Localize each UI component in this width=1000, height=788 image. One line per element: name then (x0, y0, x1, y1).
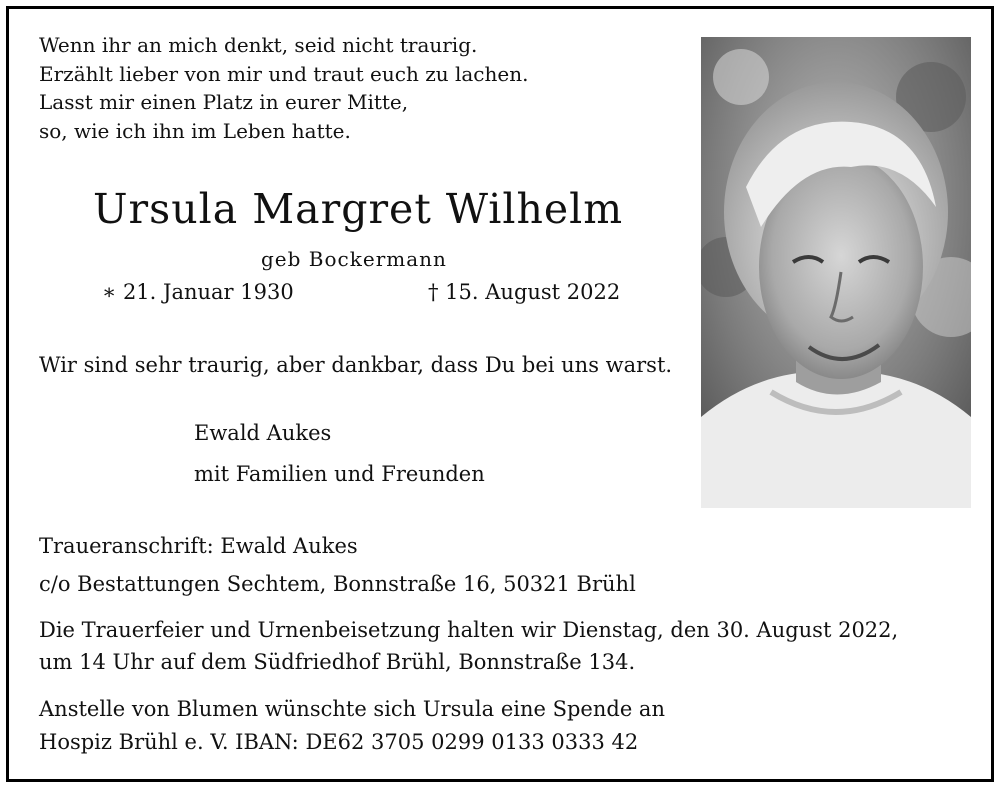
mourner-family: mit Familien und Freunden (194, 462, 485, 486)
death-date: † 15. August 2022 (428, 280, 621, 304)
donation-line-1: Anstelle von Blumen wünschte sich Ursula eine Spende an (39, 697, 665, 721)
mourning-address: c/o Bestattungen Sechtem, Bonnstraße 16, 50321 Brühl (39, 572, 636, 596)
mourning-address-label: Traueranschrift: Ewald Aukes (39, 534, 358, 558)
mourner-name: Ewald Aukes (194, 421, 332, 445)
poem-line: Lasst mir einen Platz in eurer Mitte, (39, 90, 409, 114)
poem (39, 31, 528, 145)
poem-line: so, wie ich ihn im Leben hatte. (39, 118, 351, 143)
portrait-image (701, 37, 971, 508)
farewell-text: Wir sind sehr traurig, aber dankbar, dass Du bei uns warst. (39, 353, 673, 377)
portrait-photo (701, 37, 971, 508)
poem-line: Erzählt lieber von mir und traut euch zu lachen. (39, 61, 529, 86)
ceremony-line-1: Die Trauerfeier und Urnenbeisetzung halten wir Dienstag, den 30. August 2022, (39, 618, 899, 642)
poem-line: Wenn ihr an mich denkt, seid nicht traurig. (39, 33, 478, 57)
obituary-notice (6, 6, 994, 782)
deceased-name: Ursula Margret Wilhelm (93, 185, 624, 233)
birth-date: ∗ 21. Januar 1930 (102, 280, 294, 304)
ceremony-line-2: um 14 Uhr auf dem Südfriedhof Brühl, Bonnstraße 134. (39, 650, 636, 674)
donation-line-2: Hospiz Brühl e. V. IBAN: DE62 3705 0299 0133 0333 42 (39, 730, 639, 754)
birth-name: geb Bockermann (261, 247, 447, 271)
